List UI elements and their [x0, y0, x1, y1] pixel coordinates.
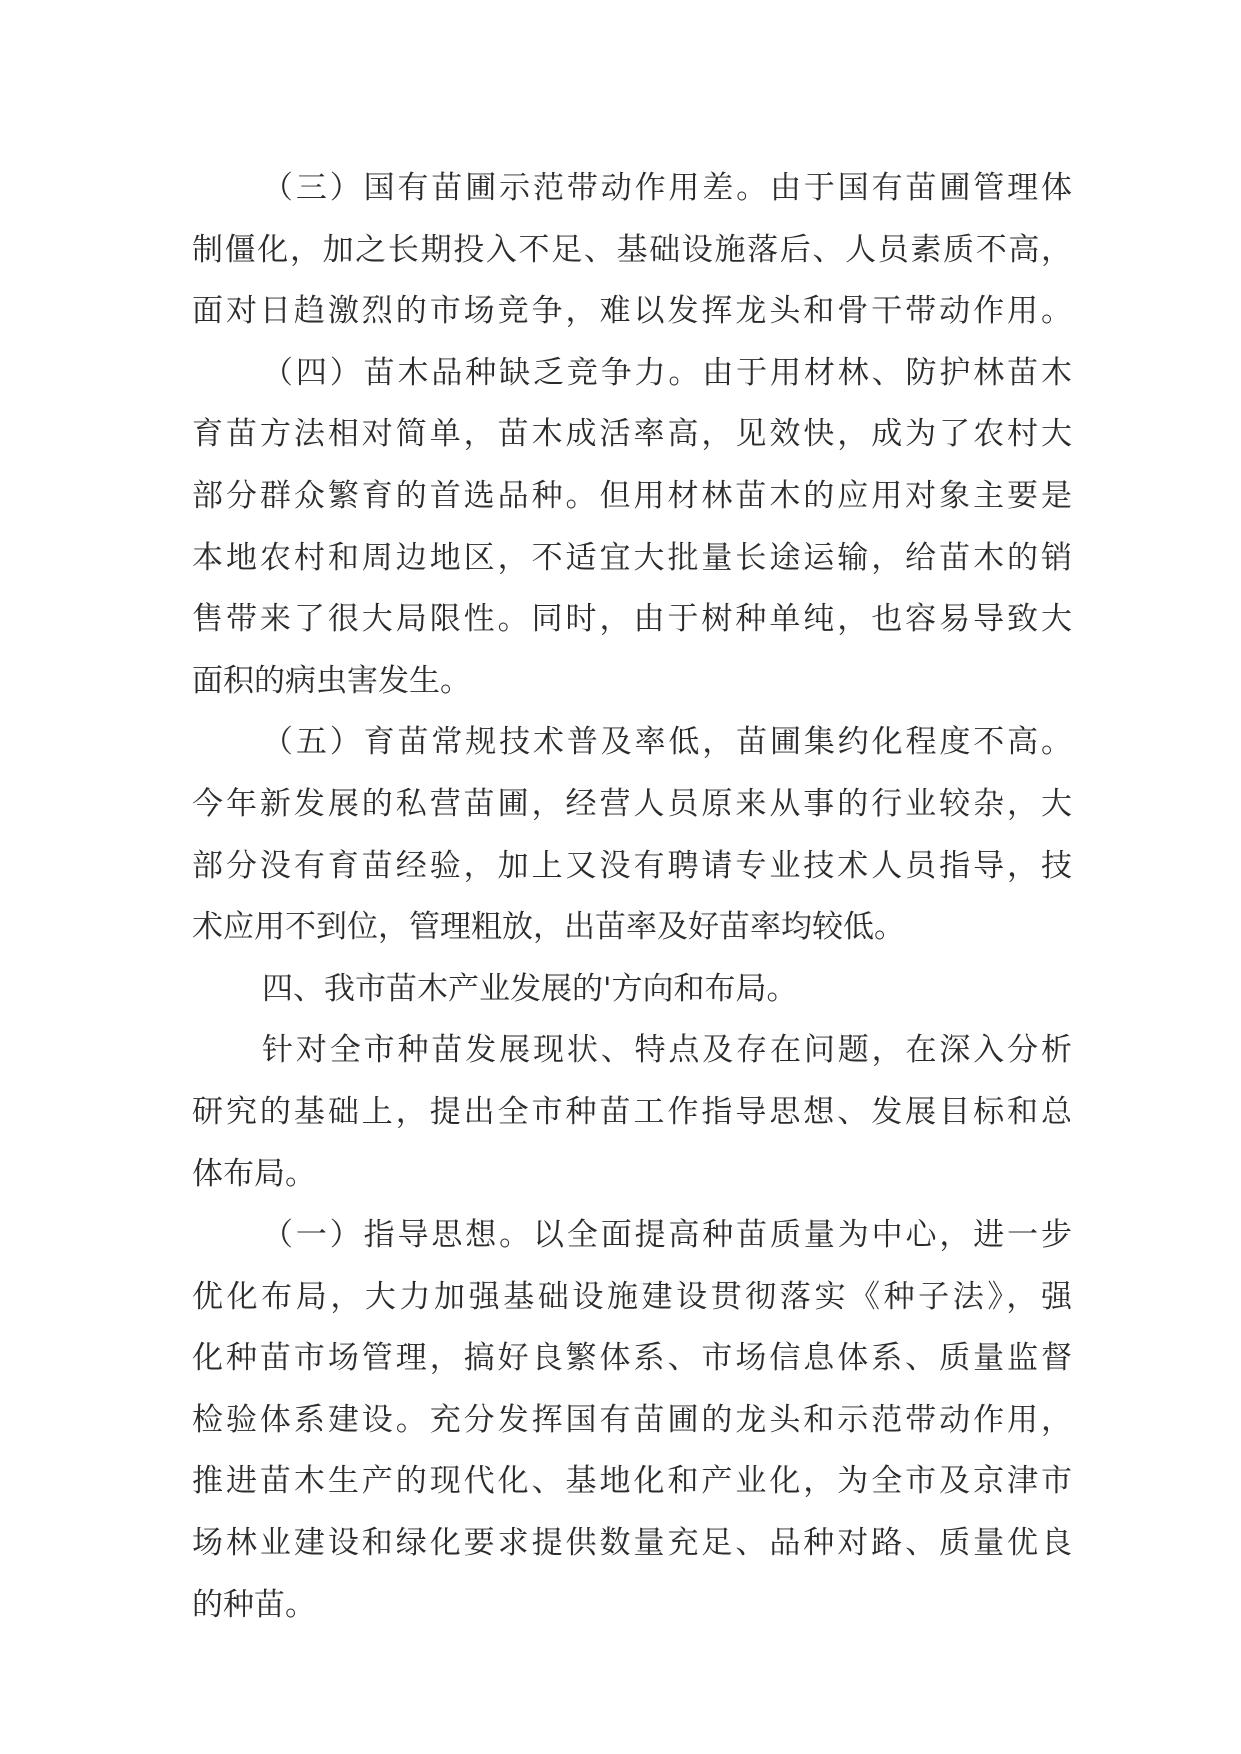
text-line: 体布局。: [192, 1155, 316, 1192]
text-line: 四、我市苗木产业发展的'方向和布局。: [262, 970, 798, 1007]
text-line: （五）育苗常规技术普及率低，苗圃集约化程度不高。: [262, 724, 1072, 761]
text-line: （四）苗木品种缺乏竞争力。由于用材林、防护林苗木: [262, 354, 1072, 391]
text-line: 面积的病虫害发生。: [192, 662, 471, 699]
text-line: 制僵化，加之长期投入不足、基础设施落后、人员素质不高，: [192, 231, 1072, 268]
text-line: 本地农村和周边地区，不适宜大批量长途运输，给苗木的销: [192, 539, 1072, 576]
text-line: 今年新发展的私营苗圃，经营人员原来从事的行业较杂，大: [192, 785, 1072, 822]
text-line: 售带来了很大局限性。同时，由于树种单纯，也容易导致大: [192, 601, 1072, 638]
document-body: [192, 158, 1072, 1636]
text-line: 的种苗。: [192, 1586, 316, 1623]
text-line: 面对日趋激烈的市场竞争，难以发挥龙头和骨干带动作用。: [192, 293, 1072, 330]
text-line: 推进苗木生产的现代化、基地化和产业化，为全市及京津市: [192, 1463, 1072, 1500]
text-line: 化种苗市场管理，搞好良繁体系、市场信息体系、质量监督: [192, 1340, 1072, 1377]
text-line: （三）国有苗圃示范带动作用差。由于国有苗圃管理体: [262, 170, 1072, 206]
text-line: 场林业建设和绿化要求提供数量充足、品种对路、质量优良: [192, 1525, 1072, 1562]
text-line: 检验体系建设。充分发挥国有苗圃的龙头和示范带动作用，: [192, 1401, 1072, 1438]
text-line: 研究的基础上，提出全市种苗工作指导思想、发展目标和总: [192, 1093, 1072, 1130]
text-line: 育苗方法相对简单，苗木成活率高，见效快，成为了农村大: [192, 416, 1072, 453]
text-line: 针对全市种苗发展现状、特点及存在问题，在深入分析: [262, 1032, 1072, 1069]
text-line: 术应用不到位，管理粗放，出苗率及好苗率均较低。: [192, 909, 905, 946]
text-line: 部分群众繁育的首选品种。但用材林苗木的应用对象主要是: [192, 477, 1072, 514]
text-line: （一）指导思想。以全面提高种苗质量为中心，进一步: [262, 1217, 1072, 1254]
text-line: 部分没有育苗经验，加上又没有聘请专业技术人员指导，技: [192, 847, 1072, 884]
text-line: 优化布局，大力加强基础设施建设贯彻落实《种子法》，强: [192, 1278, 1072, 1315]
